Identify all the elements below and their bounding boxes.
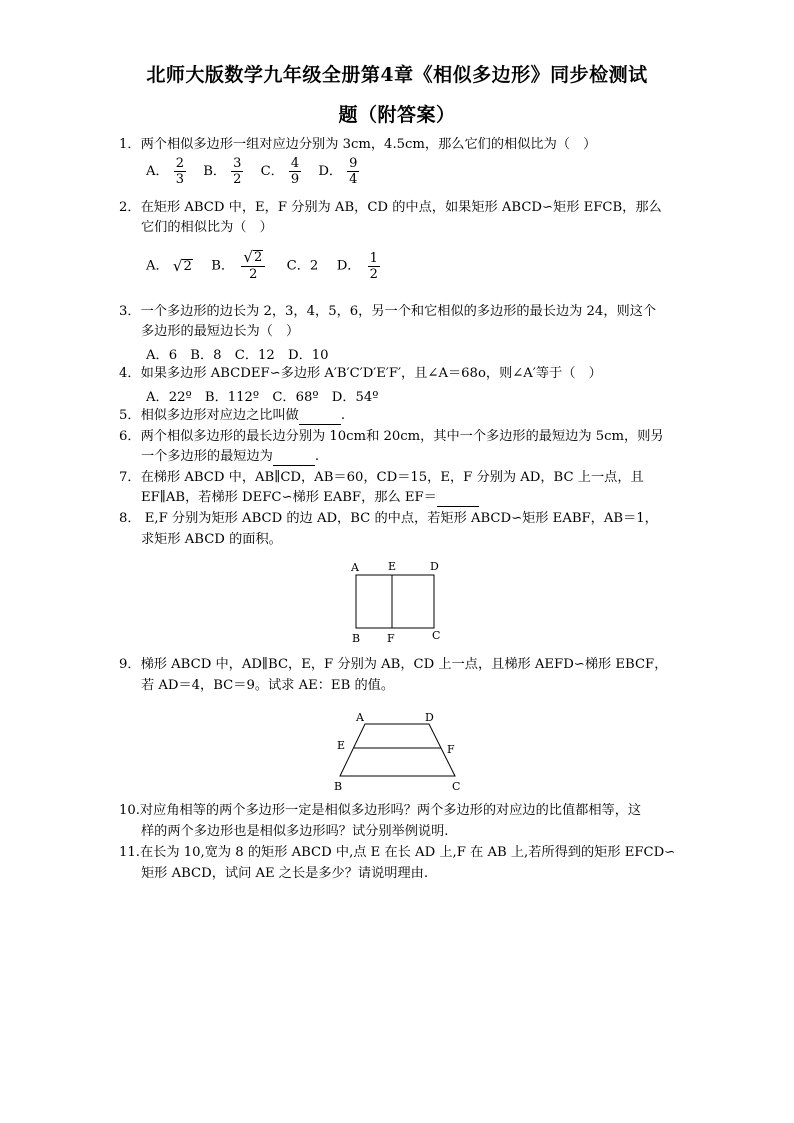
q2-option-a-label: A． xyxy=(146,258,169,274)
page-title: 北师大版数学九年级全册第4章《相似多边形》同步检测试 xyxy=(146,64,648,86)
label-d: D xyxy=(425,711,434,724)
label-e: E xyxy=(388,560,397,573)
rectangle-figure xyxy=(340,558,450,648)
question-8-line-2: 求矩形 ABCD 的面积。 xyxy=(141,532,282,547)
question-6-line-2: 一个多边形的最短边为 . xyxy=(141,449,320,464)
q1-option-d-label: D． xyxy=(318,164,343,179)
label-d: D xyxy=(430,560,439,573)
question-1: 1．两个相似多边形一组对应边分别为 3cm，4.5cm，那么它们的相似比为（ ） xyxy=(119,137,597,152)
q2-option-d-label: D． xyxy=(336,258,361,274)
question-6-text: 一个多边形的最短边为 xyxy=(141,449,273,464)
rectangle-abcd xyxy=(356,575,434,628)
q2-option-c: C．2 xyxy=(286,258,319,274)
question-10-line-2: 样的两个多边形也是相似多边形吗？试分别举例说明. xyxy=(141,824,449,839)
q1-option-a-label: A． xyxy=(146,164,169,179)
question-5: 5．相似多边形对应边之比叫做 . xyxy=(119,408,346,423)
q2-option-a-sqrt: √ 2 xyxy=(172,256,192,275)
question-2-line-2: 它们的相似比为（ ） xyxy=(141,220,273,235)
label-b: B xyxy=(352,632,361,645)
question-7-text: EF∥AB，若梯形 DEFC∽梯形 EABF，那么 EF＝ xyxy=(141,490,437,505)
q2-option-b-fraction: √ 2 2 xyxy=(241,250,265,282)
question-11-line-2: 矩形 ABCD，试问 AE 之长是多少？请说明理由. xyxy=(141,866,429,881)
question-10-line-1: 10.对应角相等的两个多边形一定是相似多边形吗？两个多边形的对应边的比值都相等，这 xyxy=(119,803,642,818)
answer-blank xyxy=(273,465,315,466)
q2-option-b-label: B． xyxy=(211,258,235,274)
question-6-line-1: 6．两个相似多边形的最长边分别为 10cm和 20cm，其中一个多边形的最短边为 5cm，则另 xyxy=(119,429,664,444)
question-1-options xyxy=(146,156,362,187)
question-9-line-1: 9．梯形 ABCD 中，AD∥BC，E，F 分别为 AB，CD 上一点，且梯形 AEFD∽梯形 EBCF， xyxy=(119,657,668,672)
question-5-text: 5．相似多边形对应边之比叫做 xyxy=(119,408,299,423)
question-7-line-2 xyxy=(141,489,479,507)
q1-option-b-label: B． xyxy=(203,164,227,179)
question-9-line-2: 若 AD＝4，BC＝9。试求 AE：EB 的值。 xyxy=(141,678,395,693)
question-8-line-1: 8． E,F 分别为矩形 ABCD 的边 AD，BC 的中点，若矩形 ABCD∽矩形 EABF，AB＝1， xyxy=(119,511,658,526)
label-f: F xyxy=(387,632,395,645)
label-c: C xyxy=(452,780,461,793)
question-4-options: A．22º B．112º C．68º D．54º xyxy=(146,390,379,405)
question-3-line-2: 多边形的最短边长为（ ） xyxy=(141,324,300,339)
question-11-line-1: 11.在长为 10,宽为 8 的矩形 ABCD 中,点 E 在长 AD 上,F 在 AB 上,若所得到的矩形 EFCD∽ xyxy=(119,845,676,860)
question-3-line-1: 3．一个多边形的边长为 2，3，4，5，6，另一个和它相似的多边形的最长边为 24，则这个 xyxy=(119,304,657,319)
question-4: 4．如果多边形 ABCDEF∽多边形 A′B′C′D′E′F′，且∠A＝68o，则∠A′等于（ ） xyxy=(119,366,602,381)
page-title-continued: 题（附答案） xyxy=(338,104,456,126)
answer-blank xyxy=(437,506,479,507)
q2-option-d-fraction: $\frac{1}{2}$ xyxy=(369,250,378,282)
label-a: A xyxy=(351,561,359,574)
answer-blank xyxy=(299,424,341,425)
question-2-options xyxy=(146,250,383,282)
trapezoid-figure xyxy=(330,706,470,796)
q1-option-c-label: C． xyxy=(260,164,284,179)
q1-option-d-fraction: $\frac{9}{4}$ xyxy=(349,156,358,187)
question-2-line-1: 2．在矩形 ABCD 中，E，F 分别为 AB，CD 的中点，如果矩形 ABCD∽矩形 EFCB，那么 xyxy=(119,200,662,215)
label-a: A xyxy=(356,711,364,724)
q1-option-c-fraction: $\frac{4}{9}$ xyxy=(290,156,300,187)
label-e: E xyxy=(337,739,346,752)
label-c: C xyxy=(432,629,441,642)
trapezoid-abcd xyxy=(340,724,455,776)
label-b: B xyxy=(334,780,343,793)
q1-option-b-fraction: $\frac{3}{2}$ xyxy=(233,156,242,187)
question-3-options: A．6 B．8 C．12 D．10 xyxy=(146,348,329,363)
label-f: F xyxy=(447,743,455,756)
question-7-line-1: 7．在梯形 ABCD 中，AB∥CD，AB＝60，CD＝15，E，F 分别为 AD，BC 上一点，且 xyxy=(119,470,644,485)
q1-option-a-fraction: $\frac{2}{3}$ xyxy=(175,156,184,187)
